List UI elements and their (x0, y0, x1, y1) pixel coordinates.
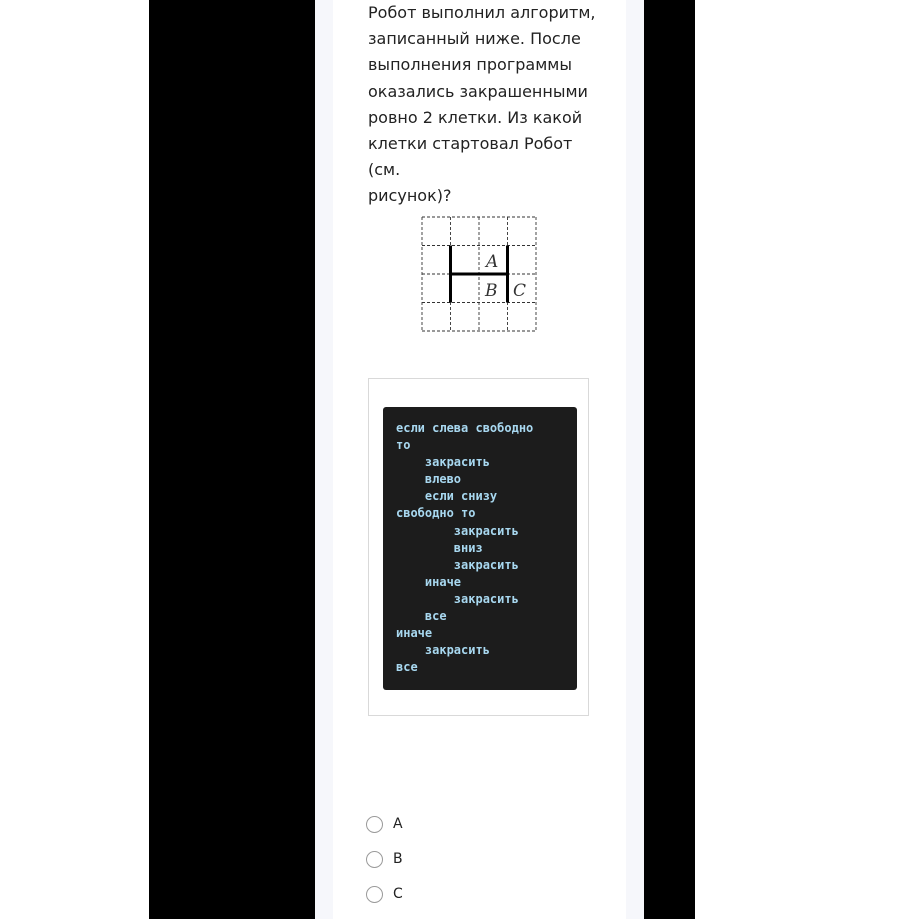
cell-label-b: B (485, 281, 498, 301)
code-line: иначе (396, 626, 433, 641)
code-line: все (396, 609, 447, 624)
code-line: закрасить (396, 523, 519, 538)
right-black-border (644, 0, 695, 919)
answer-option-b[interactable] (366, 847, 403, 871)
answer-label: B (393, 851, 403, 867)
code-line: влево (396, 472, 462, 487)
answer-option-a[interactable] (366, 812, 403, 836)
answer-option-c[interactable] (366, 882, 403, 906)
code-line: свободно то (396, 506, 476, 521)
code-line: закрасить (396, 591, 519, 606)
code-frame (368, 378, 589, 716)
grid-svg (417, 212, 543, 338)
radio-button-icon[interactable] (366, 851, 383, 868)
code-block (383, 407, 577, 690)
robot-grid-figure (417, 212, 543, 338)
answer-label: A (393, 816, 403, 832)
code-line: если слева свободно (396, 421, 534, 435)
left-black-border (149, 0, 315, 919)
code-line: закрасить (396, 643, 490, 658)
code-line: вниз (396, 540, 483, 555)
code-line: то (396, 438, 411, 453)
question-text: Робот выполнил алгоритм, записанный ниже. После выполнения программы оказались закрашенными ровно 2 клетки. Из какой клетки стартовал Робот (см. рисунок)? (368, 3, 596, 206)
radio-button-icon[interactable] (366, 886, 383, 903)
code-line: все (396, 660, 418, 675)
answer-label: C (393, 886, 403, 902)
code-line: закрасить (396, 455, 490, 470)
code-line: закрасить (396, 557, 519, 572)
cell-label-c: C (513, 281, 527, 301)
radio-button-icon[interactable] (366, 816, 383, 833)
cell-label-a: A (486, 252, 499, 272)
code-line: иначе (396, 574, 462, 589)
code-line: если снизу (396, 489, 498, 504)
